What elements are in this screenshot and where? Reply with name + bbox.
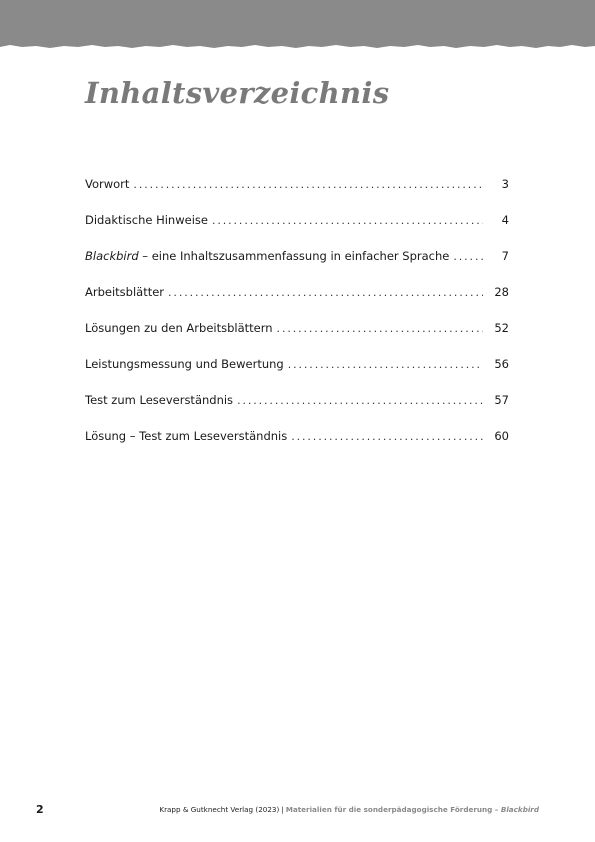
leader-dots xyxy=(168,286,483,299)
toc-entry-page: 4 xyxy=(501,213,509,227)
footer-publisher: Krapp & Gutknecht Verlag (2023) xyxy=(159,805,280,814)
toc-entry-inhaltszusammenfassung[interactable] xyxy=(85,249,509,285)
toc-entry-label: Arbeitsblätter xyxy=(85,285,165,299)
toc-entry-test[interactable] xyxy=(85,393,509,429)
toc-entry-arbeitsblaetter[interactable] xyxy=(85,285,509,321)
leader-dots xyxy=(212,214,483,227)
leader-dots xyxy=(237,394,483,407)
footer-credit xyxy=(159,805,539,814)
toc-entry-page: 52 xyxy=(494,321,509,335)
book-title: Blackbird xyxy=(85,249,139,263)
torn-paper-band xyxy=(0,0,595,48)
toc-entry-loesung-test[interactable] xyxy=(85,429,509,465)
toc-entry-page: 60 xyxy=(494,429,509,443)
toc-entry-page: 7 xyxy=(501,249,509,263)
leader-dots xyxy=(453,250,483,263)
footer-book-title: Blackbird xyxy=(500,805,539,814)
toc-entry-label: Lösungen zu den Arbeitsblättern xyxy=(85,321,273,335)
toc-entry-page: 3 xyxy=(501,177,509,191)
toc-entry-label: Leistungsmessung und Bewertung xyxy=(85,357,284,371)
footer-separator: | xyxy=(281,805,284,814)
toc-entry-leistungsmessung[interactable] xyxy=(85,357,509,393)
toc-entry-page: 57 xyxy=(494,393,509,407)
toc-entry-loesungen[interactable] xyxy=(85,321,509,357)
toc-entry-didaktische-hinweise[interactable] xyxy=(85,213,509,249)
toc-entry-label: Didaktische Hinweise xyxy=(85,213,208,227)
toc-entry-page: 56 xyxy=(494,357,509,371)
header-band xyxy=(0,0,595,52)
toc-entry-label-rest: – eine Inhaltszusammenfassung in einfacher Sprache xyxy=(138,249,450,263)
toc-entry-label: Lösung – Test zum Leseverständnis xyxy=(85,429,288,443)
page-footer xyxy=(0,803,595,823)
footer-series: Materialien für die sonderpädagogische Förderung – xyxy=(285,805,501,814)
toc-entry-page: 28 xyxy=(494,285,509,299)
toc-entry-vorwort[interactable] xyxy=(85,177,509,213)
leader-dots xyxy=(291,430,483,443)
leader-dots xyxy=(288,358,483,371)
toc-entry-label xyxy=(85,249,449,263)
page-title: Inhaltsverzeichnis xyxy=(85,76,390,110)
page-number: 2 xyxy=(36,803,44,816)
leader-dots xyxy=(277,322,483,335)
leader-dots xyxy=(133,178,483,191)
toc-entry-label: Vorwort xyxy=(85,177,130,191)
toc-entry-label: Test zum Leseverständnis xyxy=(85,393,234,407)
table-of-contents xyxy=(85,177,509,465)
